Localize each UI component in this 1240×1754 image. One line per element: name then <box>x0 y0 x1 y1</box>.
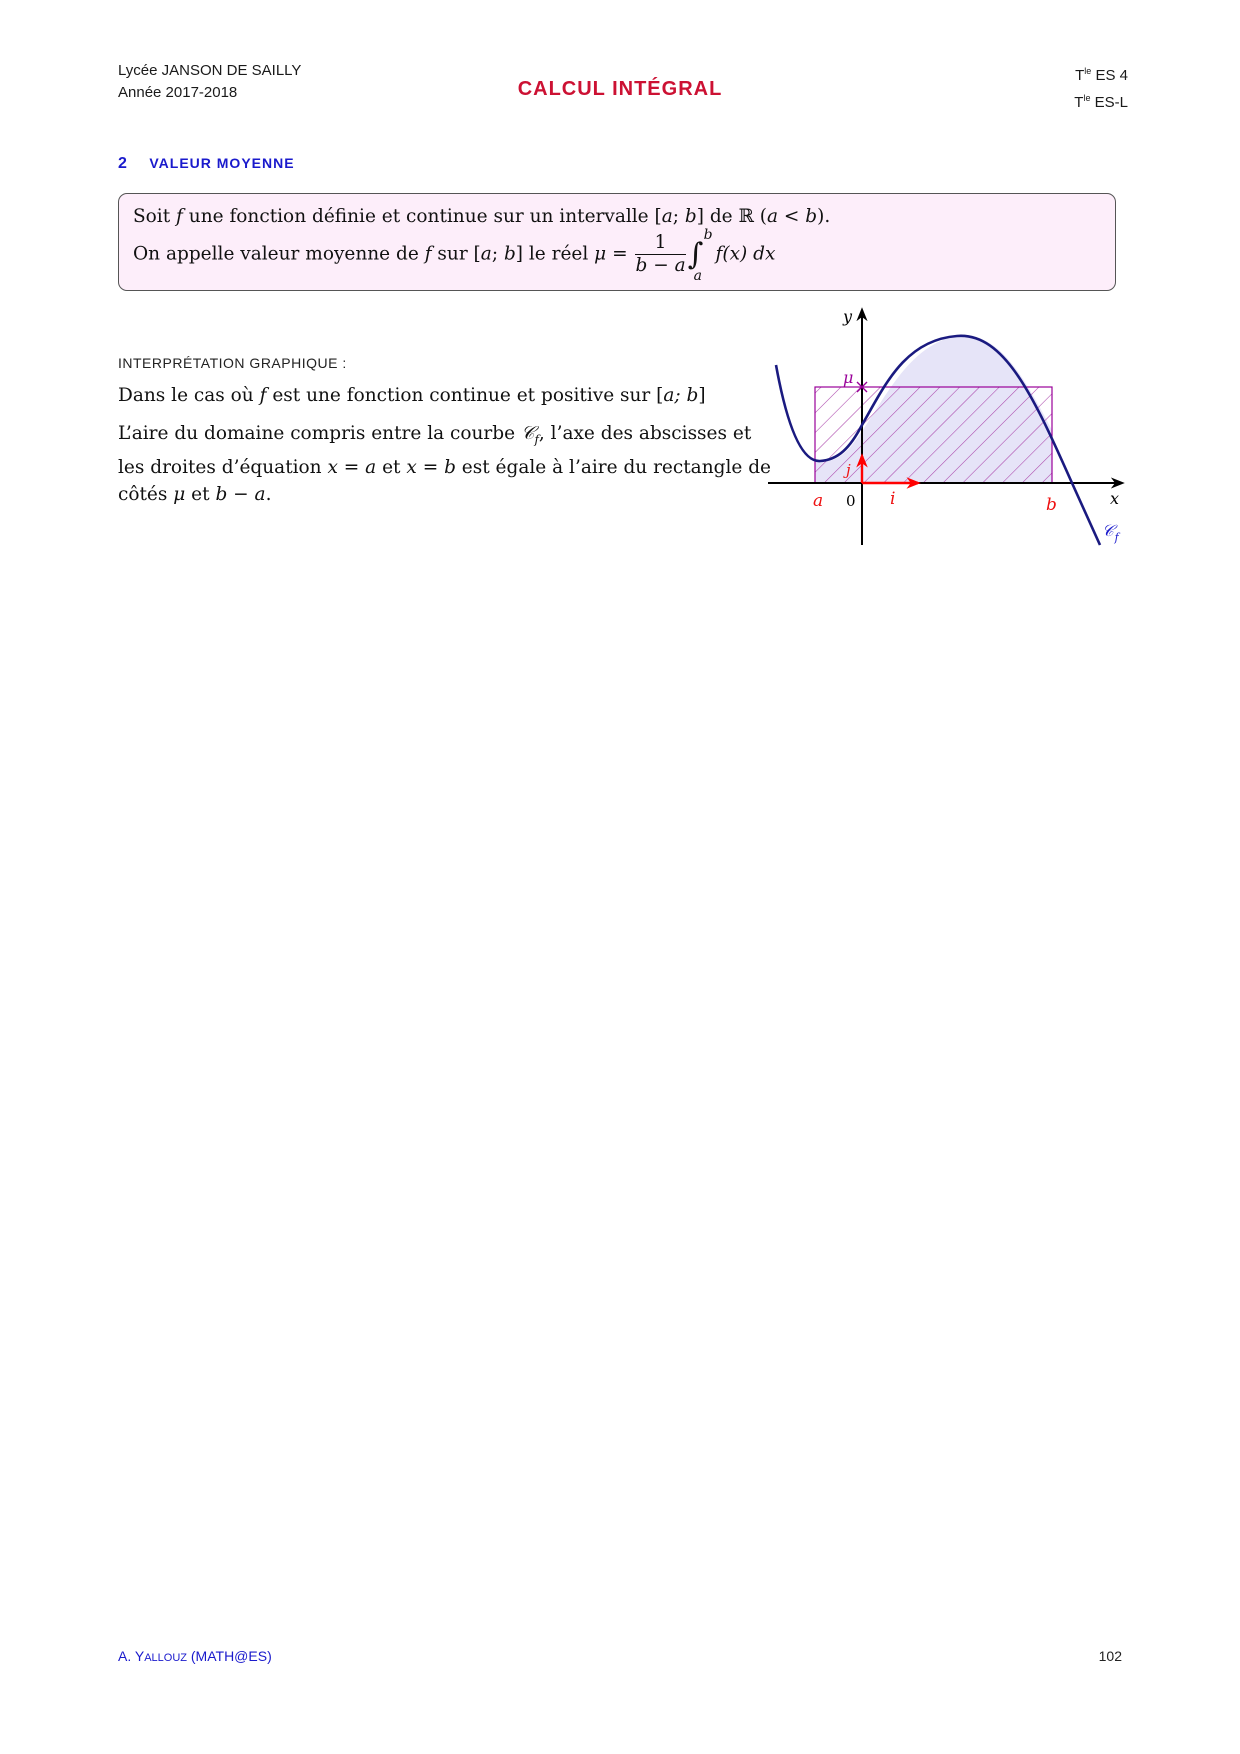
a-label: a <box>813 491 824 511</box>
page-number: 102 <box>1098 1648 1122 1664</box>
school-name: Lycée JANSON DE SAILLY <box>118 62 302 79</box>
integral-sign: ∫ b a <box>687 227 713 284</box>
interpretation-heading: INTERPRÉTATION GRAPHIQUE : <box>118 355 347 371</box>
i-label: i <box>890 489 896 509</box>
origin-label: 0 <box>846 492 856 510</box>
x-axis-label: x <box>1110 489 1120 508</box>
interpretation-paragraph-2: L’aire du domaine compris entre la courbe 𝒞$_f$, l’axe des abscisses et les droites d’équation x = a et x = b est égale à l’aire du rectangle de côtés μ et b − a. <box>118 423 771 505</box>
curve-label: 𝒞$_f$ <box>1102 521 1119 544</box>
page-title: CALCUL INTÉGRAL <box>517 78 723 100</box>
section-title: VALEUR MOYENNE <box>149 155 295 171</box>
definition-line-2: On appelle valeur moyenne de f sur [a; b] le réel μ = $\frac{1}{b - a}$ ∫ b a f(x) dx <box>133 227 776 284</box>
footer-author: A. YALLOUZ (MATH@ES) <box>118 1648 272 1664</box>
j-label: j <box>846 461 851 479</box>
y-axis-label: y <box>843 307 853 326</box>
class-label-2: $T^{le}$ ES-L <box>1074 93 1128 111</box>
mu-label: μ <box>843 368 854 387</box>
section-number: 2 <box>118 155 127 172</box>
mean-fraction: $\frac{1}{b - a}$ <box>635 232 686 276</box>
class-label-1: $T^{le}$ ES 4 <box>1075 66 1128 84</box>
interpretation-paragraph-1: Dans le cas où f est une fonction continue et positive sur [a; b] <box>118 385 706 406</box>
school-year: Année 2017-2018 <box>118 84 238 101</box>
b-label: b <box>1046 495 1057 515</box>
mean-value-graph <box>0 0 1240 600</box>
definition-line-1: Soit f une fonction définie et continue sur un intervalle [a; b] de ℝ (a < b). <box>133 206 831 227</box>
